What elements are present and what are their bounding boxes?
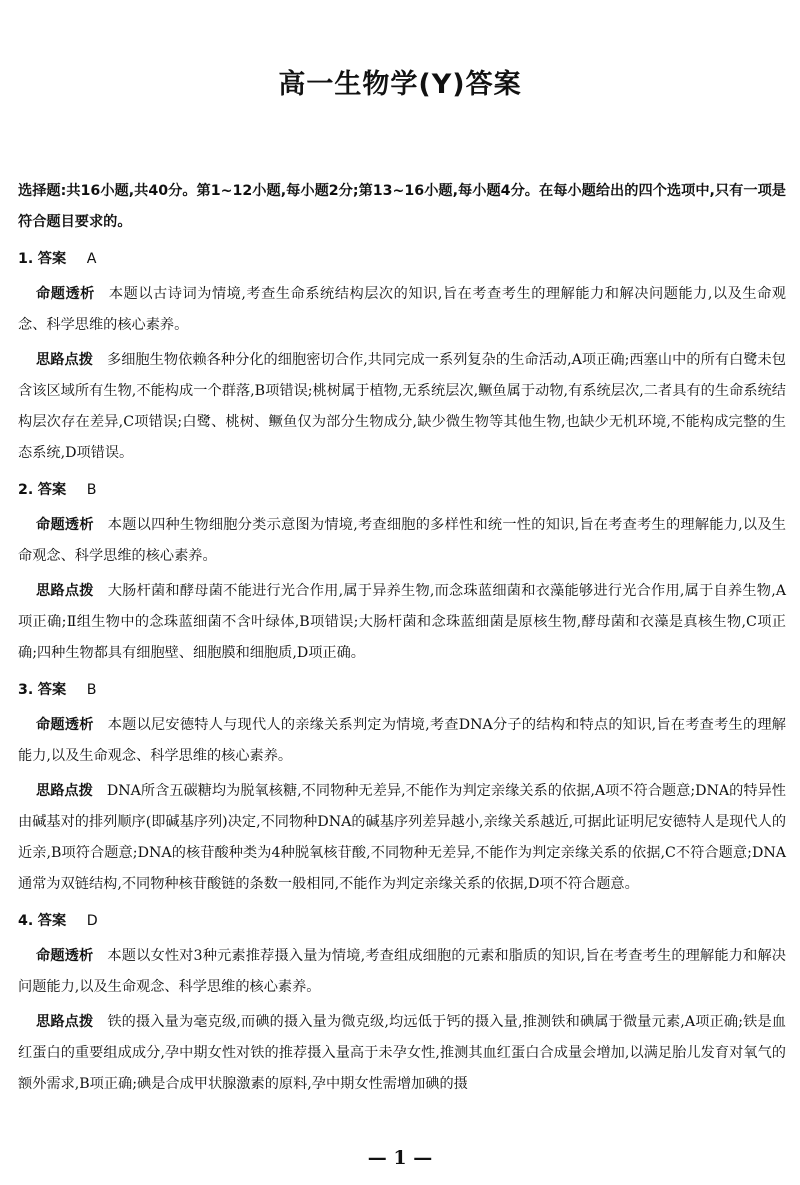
question-header xyxy=(18,675,786,706)
question-header xyxy=(18,906,786,937)
analysis-label: 命题透析 xyxy=(36,948,94,964)
analysis-label: 命题透析 xyxy=(36,517,94,533)
hint-text: DNA所含五碳糖均为脱氧核糖,不同物种无差异,不能作为判定亲缘关系的依据,A项不符合题意;DNA的特异性由碱基对的排列顺序(即碱基序列)决定,不同物种DNA的碱基序列差异越小,亲缘关系越近,可据此证明尼安德特人是现代人的近亲,B项符合题意;DNA的核苷酸种类为4种脱氧核苷酸,不同物种无差异,不能作为判定亲缘关系的依据,C不符合题意;DNA通常为双链结构,不同物种核苷酸链的条数一般相同,不能作为判定亲缘关系的依据,D项不符合题意。 xyxy=(18,783,787,892)
question-header xyxy=(18,475,786,506)
answer-value: A xyxy=(86,251,97,267)
answer-content xyxy=(18,176,786,1100)
hint-label: 思路点拨 xyxy=(36,352,93,368)
answer-label: 答案 xyxy=(37,913,67,929)
question-block xyxy=(18,906,786,1100)
answer-label: 答案 xyxy=(37,251,67,267)
page-title: 高一生物学(Y)答案 xyxy=(278,69,522,100)
analysis-text: 本题以古诗词为情境,考查生命系统结构层次的知识,旨在考查考生的理解能力和解决问题能力,以及生命观念、科学思维的核心素养。 xyxy=(18,286,786,333)
question-header xyxy=(18,244,786,275)
answer-value: B xyxy=(86,682,97,698)
analysis-label: 命题透析 xyxy=(36,717,94,733)
analysis-text: 本题以尼安德特人与现代人的亲缘关系判定为情境,考查DNA分子的结构和特点的知识,旨在考查考生的理解能力,以及生命观念、科学思维的核心素养。 xyxy=(18,717,786,764)
question-block xyxy=(18,475,786,669)
analysis-paragraph xyxy=(18,941,786,1003)
hint-paragraph xyxy=(18,345,786,469)
hint-label: 思路点拨 xyxy=(36,583,94,599)
answer-value: B xyxy=(86,482,97,498)
hint-paragraph xyxy=(18,576,786,669)
analysis-paragraph xyxy=(18,510,786,572)
question-block xyxy=(18,675,786,900)
hint-text: 大肠杆菌和酵母菌不能进行光合作用,属于异养生物,而念珠蓝细菌和衣藻能够进行光合作用,属于自养生物,A项正确;Ⅱ组生物中的念珠蓝细菌不含叶绿体,B项错误;大肠杆菌和念珠蓝细菌是原核生物,酵母菌和衣藻是真核生物,C项正确;四种生物都具有细胞壁、细胞膜和细胞质,D项正确。 xyxy=(18,583,786,661)
hint-paragraph xyxy=(18,776,786,900)
question-number: 4. xyxy=(18,913,34,929)
answer-label: 答案 xyxy=(37,482,67,498)
section-intro: 选择题:共16小题,共40分。第1~12小题,每小题2分;第13~16小题,每小题4分。在每小题给出的四个选项中,只有一项是符合题目要求的。 xyxy=(18,183,786,230)
question-number: 1. xyxy=(18,251,34,267)
analysis-paragraph xyxy=(18,279,786,341)
hint-label: 思路点拨 xyxy=(36,783,93,799)
analysis-paragraph xyxy=(18,710,786,772)
hint-paragraph xyxy=(18,1007,786,1100)
question-block xyxy=(18,244,786,469)
answer-label: 答案 xyxy=(37,682,67,698)
question-number: 2. xyxy=(18,482,34,498)
hint-text: 多细胞生物依赖各种分化的细胞密切合作,共同完成一系列复杂的生命活动,A项正确;西塞山中的所有白鹭未包含该区域所有生物,不能构成一个群落,B项错误;桃树属于植物,无系统层次,鳜鱼属于动物,有系统层次,二者具有的生命系统结构层次存在差异,C项错误;白鹭、桃树、鳜鱼仅为部分生物成分,缺少微生物等其他生物,也缺少无机环境,不能构成完整的生态系统,D项错误。 xyxy=(18,352,786,461)
analysis-text: 本题以女性对3种元素推荐摄入量为情境,考查组成细胞的元素和脂质的知识,旨在考查考生的理解能力和解决问题能力,以及生命观念、科学思维的核心素养。 xyxy=(18,948,786,995)
answer-value: D xyxy=(86,913,98,929)
analysis-label: 命题透析 xyxy=(36,286,95,302)
analysis-text: 本题以四种生物细胞分类示意图为情境,考查细胞的多样性和统一性的知识,旨在考查考生的理解能力,以及生命观念、科学思维的核心素养。 xyxy=(18,517,786,564)
page-number: — 1 — xyxy=(367,1147,433,1169)
question-number: 3. xyxy=(18,682,34,698)
hint-label: 思路点拨 xyxy=(36,1014,94,1030)
hint-text: 铁的摄入量为毫克级,而碘的摄入量为微克级,均远低于钙的摄入量,推测铁和碘属于微量元素,A项正确;铁是血红蛋白的重要组成成分,孕中期女性对铁的推荐摄入量高于未孕女性,推测其血红蛋白合成量会增加,以满足胎儿发育对氧气的额外需求,B项正确;碘是合成甲状腺激素的原料,孕中期女性需增加碘的摄 xyxy=(18,1014,786,1092)
